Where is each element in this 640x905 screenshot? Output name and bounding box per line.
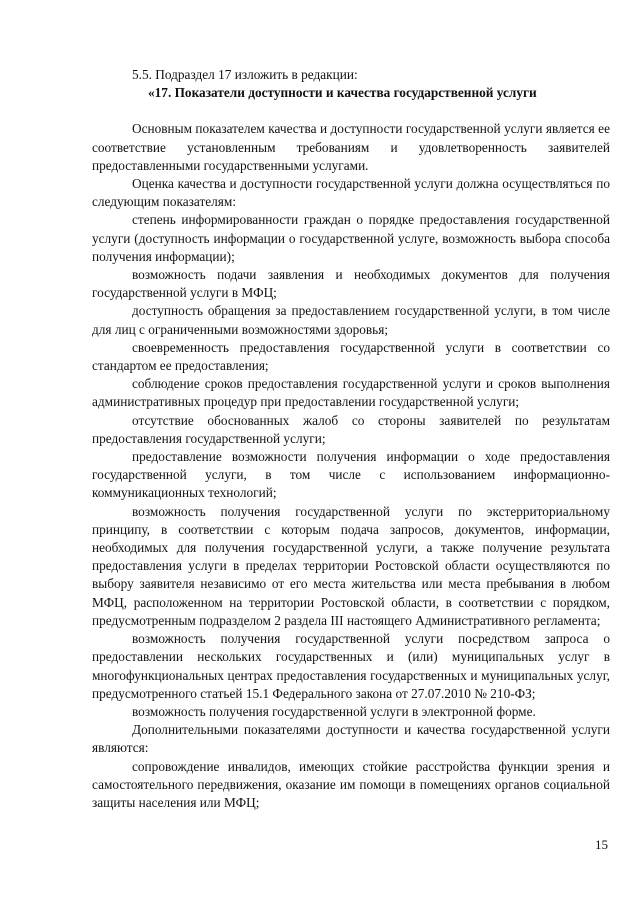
paragraph: возможность получения государственной услуги в электронной форме.	[132, 703, 536, 719]
section-title: «17. Показатели доступности и качества государственной услуги	[148, 85, 537, 101]
paragraph: предоставление возможности получения информации о ходе предоставления государственной услуги, в том числе с использованием информационно-коммуникационных технологий;	[92, 449, 610, 501]
document-page	[92, 66, 610, 812]
paragraph: доступность обращения за предоставлением государственной услуги, в том числе для лиц с ограниченными возможностями здоровья;	[92, 303, 610, 337]
paragraph: соблюдение сроков предоставления государственной услуги и сроков выполнения административных процедур при предоставлении государственной услуги;	[92, 376, 610, 410]
paragraph: сопровождение инвалидов, имеющих стойкие расстройства функции зрения и самостоятельного передвижения, оказание им помощи в помещениях органов социальной защиты населения или МФЦ;	[92, 758, 610, 810]
section-intro: 5.5. Подраздел 17 изложить в редакции:	[132, 67, 358, 82]
page-number: 15	[595, 837, 608, 852]
paragraph: Дополнительными показателями доступности и качества государственной услуги являются:	[92, 722, 610, 756]
paragraph: степень информированности граждан о порядке предоставления государственной услуги (доступность информации о государственной услуге, возможность выбора способа получения информации);	[92, 212, 610, 264]
paragraph: возможность получения государственной услуги посредством запроса о предоставлении нескольких государственных и (или) муниципальных услуг в многофункциональных центрах предоставления государственных и муниципальных услуг, предусмотренного статьей 15.1 Федерального закона от 27.07.2010 № 210-ФЗ;	[92, 631, 610, 701]
paragraph: Основным показателем качества и доступности государственной услуги является ее соответствие установленным требованиям и удовлетворенность заявителей предоставленными государственными услугами.	[92, 121, 610, 173]
paragraph: своевременность предоставления государственной услуги в соответствии со стандартом ее предоставления;	[92, 339, 610, 374]
paragraph: возможность получения государственной услуги по экстерриториальному принципу, в соответствии с которым подача запросов, документов, информации, необходимых для получения государственной услуги, а также получение результата предоставления услуги в пределах территории Ростовской области осуществляются по выбору заявителя независимо от его места жительства или места пребывания в любом МФЦ, расположенном на территории Ростовской области, в соответствии с порядком, предусмотренным подразделом 2 раздела III настоящего Административного регламента;	[92, 503, 610, 628]
paragraph: отсутствие обоснованных жалоб со стороны заявителей по результатам предоставления государственной услуги;	[92, 412, 610, 446]
paragraph: возможность подачи заявления и необходимых документов для получения государственной услуги в МФЦ;	[92, 267, 610, 301]
paragraph: Оценка качества и доступности государственной услуги должна осуществляться по следующим показателям:	[92, 176, 610, 210]
